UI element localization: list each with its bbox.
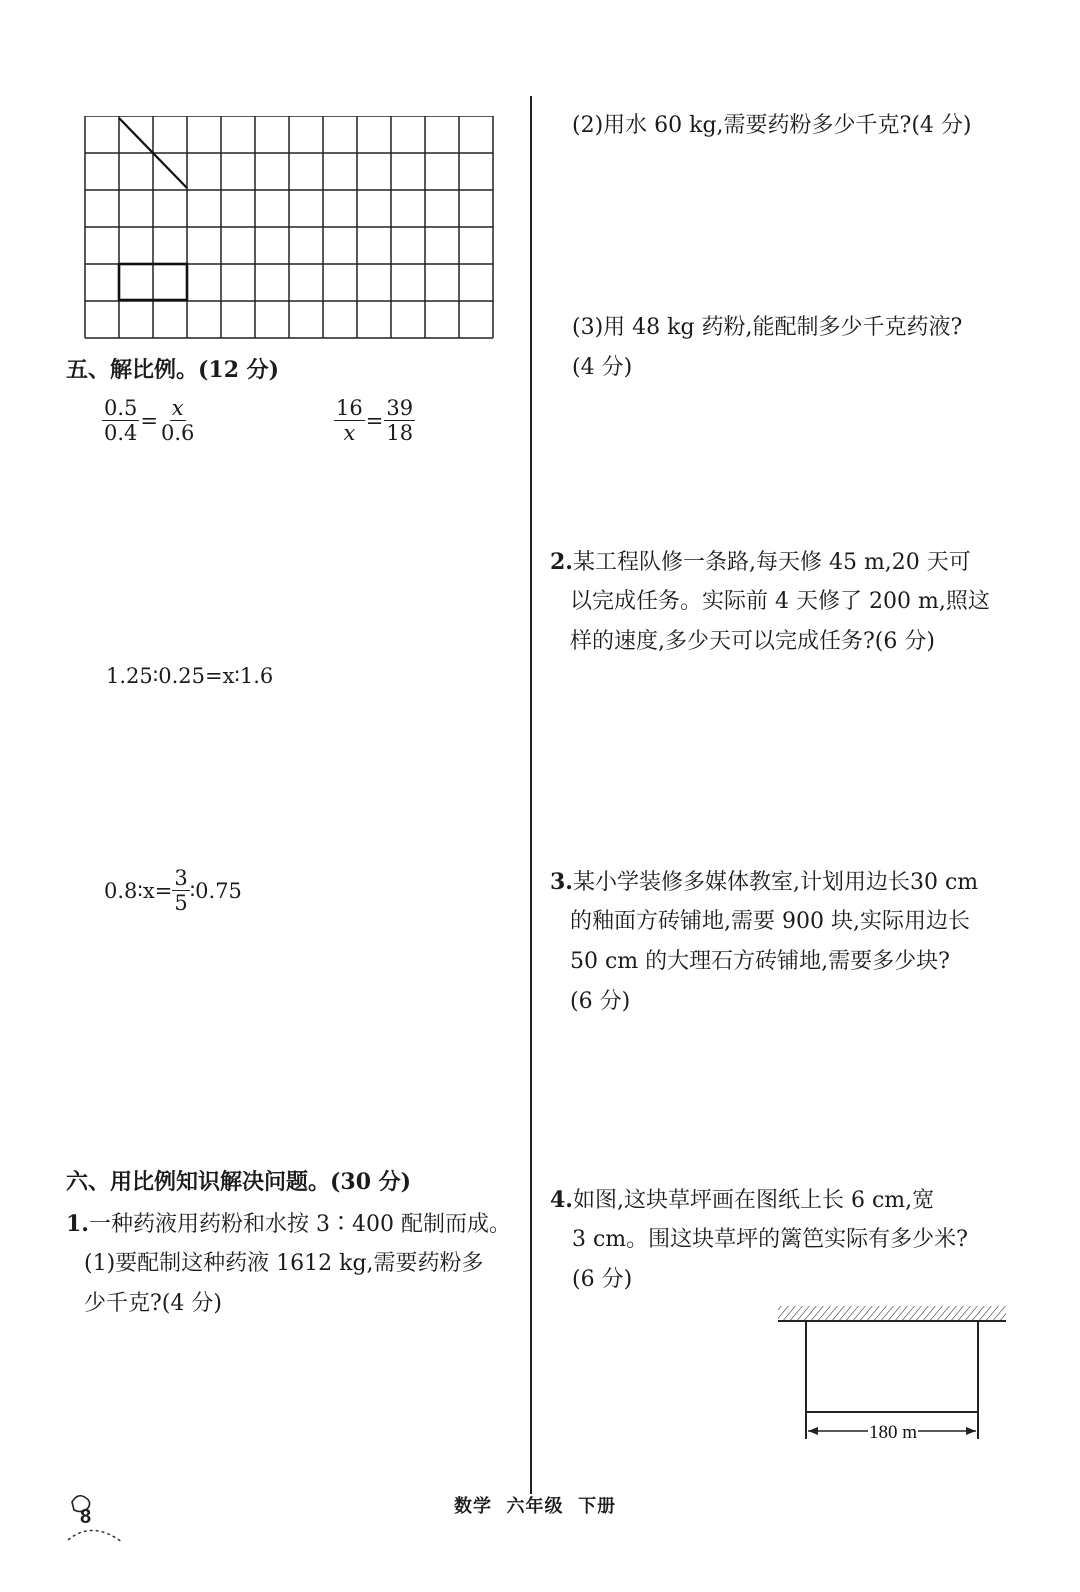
question-4-line1 [550, 1180, 934, 1221]
q1-number: 1. [66, 1211, 89, 1237]
q3-number: 3. [550, 869, 573, 895]
section6-title: 六、用比例知识解决问题。(30 分) [66, 1169, 412, 1195]
question-3-line3: 50 cm 的大理石方砖铺地,需要多少块? [570, 949, 950, 974]
q2-line1-text: 某工程队修一条路,每天修 45 m,20 天可 [572, 550, 971, 575]
equation-1 [102, 396, 196, 445]
wall-hatching [778, 1306, 1006, 1320]
q1-stem-text: 一种药液用药粉和水按 3∶400 配制而成。 [88, 1212, 511, 1237]
section5-title: 五、解比例。(12 分) [66, 357, 280, 383]
q1-part1-line2: 少千克?(4 分) [84, 1291, 222, 1316]
question-3-line4: (6 分) [570, 989, 631, 1014]
question-3-line2: 的釉面方砖铺地,需要 900 块,实际用边长 [570, 909, 970, 934]
eq2-den1: x [343, 421, 356, 445]
eq1-den1: 0.4 [104, 421, 138, 445]
eq1-equals: = [140, 408, 159, 433]
column-divider [530, 96, 532, 1494]
lawn-figure [772, 1300, 1012, 1450]
equation-2 [334, 396, 415, 445]
dimension-label: 180 m [868, 1422, 918, 1443]
question-3-line1 [550, 862, 978, 903]
page-number: 8 [80, 1506, 92, 1528]
q4-number: 4. [550, 1187, 573, 1213]
eq2-num2: 39 [386, 396, 414, 420]
equation-4 [104, 866, 242, 915]
q3-line1-text: 某小学装修多媒体教室,计划用边长30 cm [572, 870, 979, 895]
eq2-den2: 18 [386, 421, 414, 445]
q1-part2: (2)用水 60 kg,需要药粉多少千克?(4 分) [572, 113, 972, 138]
question-4-line3: (6 分) [572, 1267, 633, 1292]
eq1-num1: 0.5 [104, 396, 138, 420]
eq4-left: 0.8∶x= [104, 878, 173, 903]
footer-title: 数学 六年级 下册 [454, 1496, 617, 1517]
dimension-arrow-left [808, 1427, 818, 1435]
eq4-right: ∶0.75 [189, 878, 242, 903]
equation-3: 1.25∶0.25=x∶1.6 [106, 664, 274, 688]
eq1-den2: 0.6 [161, 421, 195, 445]
q4-line1-text: 如图,这块草坪画在图纸上长 6 cm,宽 [572, 1188, 935, 1213]
q1-part3-line1: (3)用 48 kg 药粉,能配制多少千克药液? [572, 315, 963, 340]
q1-part3-line2: (4 分) [572, 355, 633, 380]
question-1-stem [66, 1204, 511, 1245]
eq4-den: 5 [174, 891, 188, 915]
page-number-decoration [62, 1480, 132, 1550]
question-2-line3: 样的速度,多少天可以完成任务?(6 分) [570, 629, 935, 654]
question-4-line2: 3 cm。围这块草坪的篱笆实际有多少米? [572, 1227, 968, 1252]
eq4-num: 3 [174, 866, 188, 890]
dimension-arrow-right [966, 1427, 976, 1435]
q1-part1-line1: (1)要配制这种药液 1612 kg,需要药粉多 [84, 1251, 484, 1276]
grid-figure [84, 116, 500, 340]
eq2-equals: = [365, 408, 384, 433]
eq1-num2: x [171, 396, 184, 420]
question-2-line1 [550, 542, 971, 583]
q2-number: 2. [550, 549, 573, 575]
question-2-line2: 以完成任务。实际前 4 天修了 200 m,照这 [570, 589, 990, 614]
eq2-num1: 16 [336, 396, 363, 420]
